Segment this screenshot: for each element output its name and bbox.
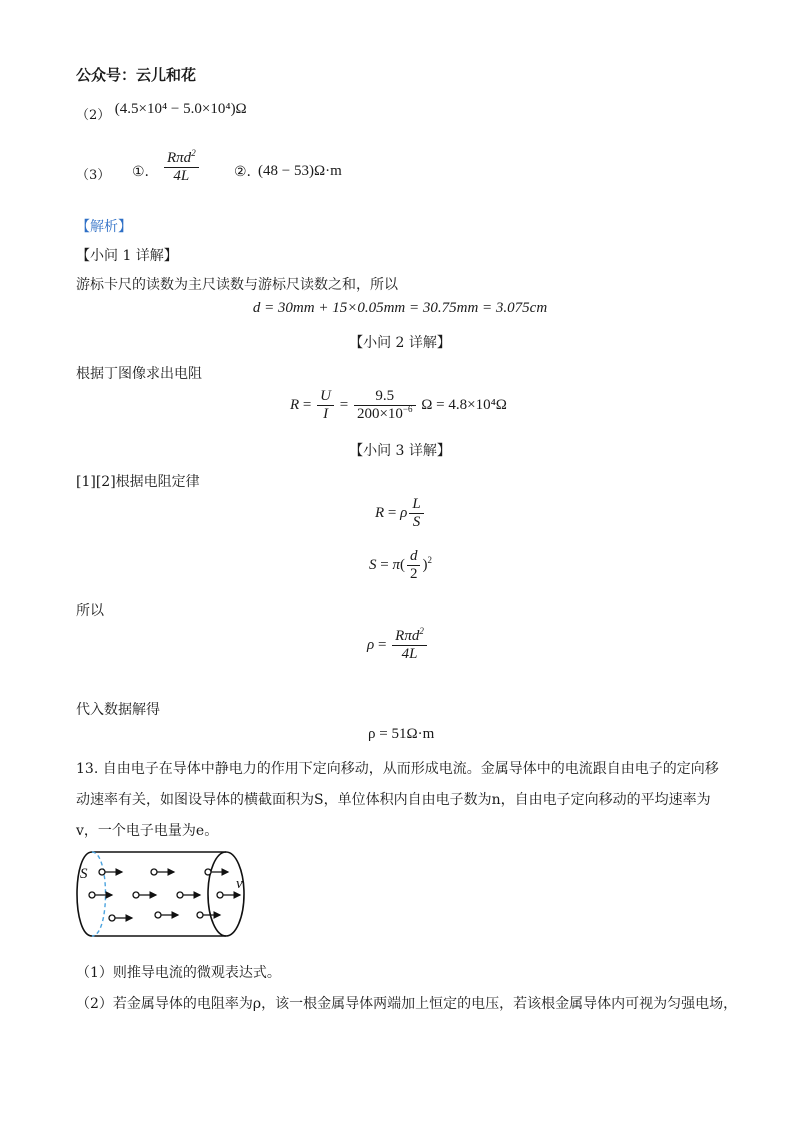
answer-2 (76, 101, 247, 124)
q13-line-1: 13. 自由电子在导体中静电力的作用下定向移动，从而形成电流。金属导体中的电流跟自由电子的定向移 (76, 761, 719, 777)
answer-2-label: （2） (76, 108, 111, 123)
answer-3-sub1-label: ①. (132, 164, 150, 180)
electron-5 (133, 892, 156, 898)
part1-heading: 【小问 1 详解】 (76, 248, 178, 264)
figure-label-v: v (236, 876, 243, 892)
resistivity-equation: ρ = $\frac{R\pi d^2}{4L}$ (367, 628, 429, 663)
part3-text: [1][2]根据电阻定律 (76, 474, 200, 490)
answer-3-value2: (48 − 53)Ω·m (258, 163, 342, 179)
answer-3-sub2-label: ②. (234, 164, 252, 180)
part2-equation-result: Ω = 4.8×10⁴Ω (421, 396, 507, 413)
part2-text: 根据丁图像求出电阻 (76, 366, 202, 382)
part2-heading: 【小问 2 详解】 (349, 335, 451, 351)
electron-10 (197, 912, 220, 918)
q13-sub-1: （1）则推导电流的微观表达式。 (76, 965, 281, 981)
q13-sub-2: （2）若金属导体的电阻率为ρ，该一根金属导体两端加上恒定的电压，若该根金属导体内可视为匀强电场， (76, 996, 738, 1012)
electron-1 (99, 869, 122, 875)
electron-4 (89, 892, 112, 898)
electrons (89, 869, 240, 921)
q13-line-2: 动速率有关，如图设导体的横截面积为S，单位体积内自由电子数为n，自由电子定向移动的平均速率为 (76, 792, 711, 808)
electron-2 (151, 869, 174, 875)
electron-6 (177, 892, 200, 898)
watermark-text: 公众号：云儿和花 (76, 66, 197, 84)
so-text: 所以 (76, 603, 104, 619)
figure-label-s: S (80, 866, 88, 882)
conductor-figure (70, 848, 260, 940)
area-equation: S = π( $\frac{d}{2}$ )$^2$ (369, 548, 432, 582)
analysis-label: 【解析】 (76, 219, 132, 235)
final-equation: ρ = 51Ω·m (368, 726, 435, 742)
part2-equation: R = $\frac{U}{I}$ = $\frac{9.5}{200\times 10^{-6}}$ Ω = 4.8×10⁴Ω (290, 388, 507, 422)
part1-text: 游标卡尺的读数为主尺读数与游标尺读数之和，所以 (76, 277, 398, 293)
electron-3 (205, 869, 228, 875)
q13-line-3: v，一个电子电量为e。 (76, 823, 219, 839)
resistance-law-equation: R = ρ $\frac{L}{S}$ (375, 496, 426, 531)
answer-2-value: (4.5×10⁴ − 5.0×10⁴)Ω (114, 101, 247, 117)
answer-3-label: （3） (76, 168, 111, 183)
electron-8 (109, 915, 132, 921)
electron-9 (155, 912, 178, 918)
electron-7 (217, 892, 240, 898)
part1-equation: d = 30mm + 15×0.05mm = 30.75mm = 3.075cm (252, 300, 548, 316)
answer-3-formula: Rπd$^2$ 4L (164, 150, 199, 185)
substitute-text: 代入数据解得 (76, 702, 160, 718)
part3-heading: 【小问 3 详解】 (349, 443, 451, 459)
